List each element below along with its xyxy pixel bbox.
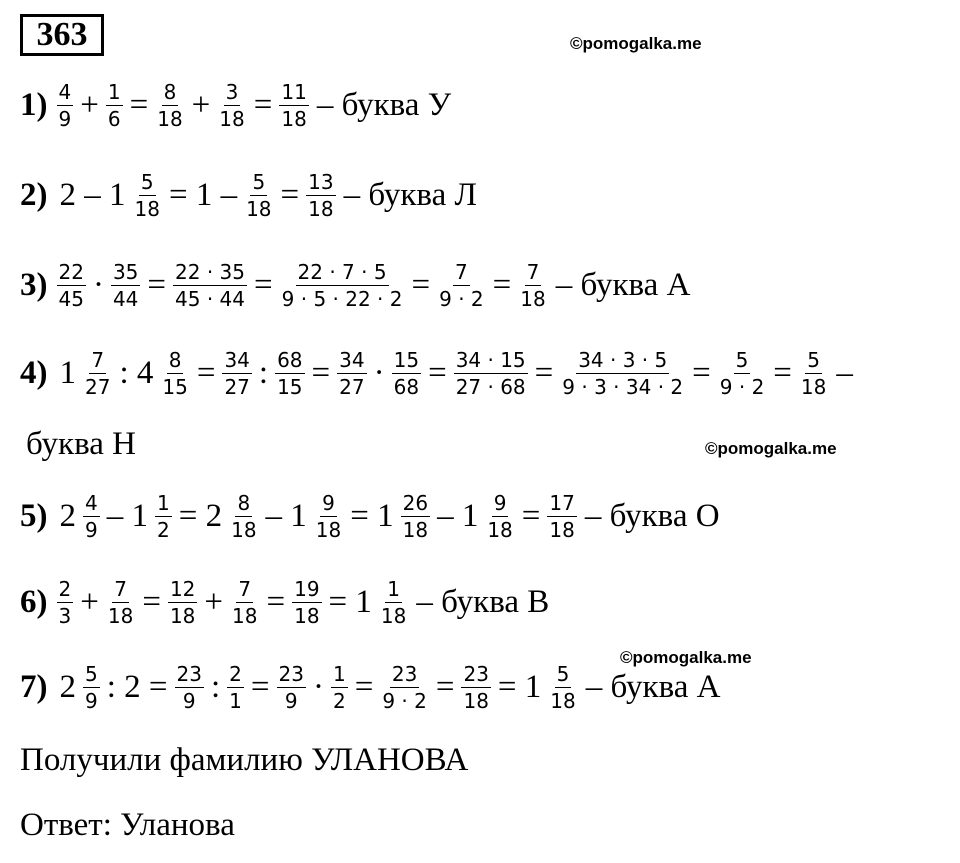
denominator: 44 [112, 286, 139, 311]
denominator: 9 [85, 517, 98, 542]
fraction [106, 576, 135, 628]
math-operator: = [280, 176, 300, 213]
answer-text: Ответ: Уланова [20, 807, 235, 843]
math-operator: : [258, 354, 269, 391]
fraction [83, 347, 112, 399]
fraction [155, 490, 172, 542]
fraction [106, 79, 123, 131]
fraction [454, 347, 528, 399]
denominator: 18 [232, 603, 258, 628]
numerator: 34 [224, 347, 250, 372]
math-operator: 1 [59, 354, 76, 391]
letter-result: – буква А [585, 668, 721, 705]
numerator: 5 [735, 347, 749, 372]
fraction [229, 490, 258, 542]
math-operator: · [92, 266, 104, 303]
fraction [175, 661, 204, 713]
fraction [379, 576, 408, 628]
solution-line [20, 416, 136, 472]
denominator: 6 [107, 106, 121, 131]
fraction [83, 661, 100, 713]
numerator: 26 [402, 490, 429, 515]
letter-result: – буква О [584, 497, 720, 534]
fraction [314, 490, 343, 542]
math-operator: 2 – 1 [59, 176, 126, 213]
solution-line [20, 659, 720, 715]
math-operator: = [142, 583, 161, 620]
step-label: 2) [20, 176, 48, 213]
fraction [337, 347, 366, 399]
denominator: 18 [294, 603, 320, 628]
numerator: 5 [556, 661, 570, 686]
fraction [111, 259, 140, 311]
numerator: 13 [308, 169, 334, 194]
fraction [461, 661, 490, 713]
denominator: 9 · 2 [382, 688, 427, 713]
solution-line [20, 77, 451, 133]
math-operator: = [254, 266, 273, 303]
math-operator: = [411, 266, 431, 303]
denominator: 18 [315, 517, 342, 542]
fraction [57, 259, 86, 311]
fraction [133, 169, 162, 221]
math-operator: = 1 [328, 583, 372, 620]
fraction [380, 661, 429, 713]
numerator: 1 [332, 661, 346, 686]
numerator: 34 · 3 · 5 [578, 347, 668, 372]
numerator: 34 · 15 [455, 347, 526, 372]
numerator: 2 [58, 576, 72, 601]
numerator: 8 [168, 347, 182, 372]
denominator: 15 [162, 374, 188, 399]
fraction [485, 490, 514, 542]
numerator: 35 [112, 259, 139, 284]
fraction [401, 490, 430, 542]
fraction [437, 259, 486, 311]
denominator: 18 [402, 517, 429, 542]
denominator: 45 · 44 [175, 286, 246, 311]
denominator: 27 [85, 374, 111, 399]
fraction [718, 347, 767, 399]
denominator: 18 [550, 688, 576, 713]
denominator: 9 [58, 106, 72, 131]
denominator: 15 [277, 374, 303, 399]
fraction [547, 490, 576, 542]
math-operator: = [521, 497, 541, 534]
denominator: 9 [85, 688, 98, 713]
solution-line [20, 257, 690, 313]
fraction [83, 490, 100, 542]
denominator: 9 · 2 [719, 374, 765, 399]
letter-result: – буква В [416, 583, 550, 620]
math-operator: · [373, 354, 385, 391]
numerator: 3 [225, 79, 239, 104]
math-operator: = [435, 668, 455, 705]
denominator: 18 [169, 603, 196, 628]
step-label: 1) [20, 86, 48, 123]
numerator: 7 [455, 259, 468, 284]
math-operator: = 1 [497, 668, 542, 705]
denominator: 2 [156, 517, 170, 542]
denominator: 18 [219, 106, 245, 131]
math-operator: 2 [59, 668, 76, 705]
fraction [560, 347, 685, 399]
fraction [392, 347, 421, 399]
denominator: 68 [393, 374, 420, 399]
math-operator: + [204, 583, 224, 620]
denominator: 3 [58, 603, 72, 628]
numerator: 23 [278, 661, 304, 686]
numerator: 1 [156, 490, 170, 515]
math-operator: = 1 – [168, 176, 238, 213]
numerator: 23 [176, 661, 202, 686]
denominator: 18 [246, 196, 272, 221]
fraction [548, 661, 577, 713]
math-operator: = [250, 668, 270, 705]
denominator: 27 [339, 374, 365, 399]
numerator: 7 [114, 576, 127, 601]
math-operator: : [210, 668, 221, 705]
numerator: 22 [58, 259, 84, 284]
numerator: 8 [237, 490, 251, 515]
watermark-middle: ©pomogalka.me [705, 439, 837, 458]
numerator: 7 [91, 347, 105, 372]
denominator: 27 [224, 374, 250, 399]
denominator: 2 [332, 688, 346, 713]
denominator: 18 [380, 603, 407, 628]
denominator: 9 · 2 [439, 286, 484, 311]
solution-line [20, 488, 720, 544]
numerator: 1 [107, 79, 121, 104]
numerator: 5 [807, 347, 821, 372]
fraction [173, 259, 247, 311]
fraction [160, 347, 189, 399]
result-text: Получили фамилию УЛАНОВА [20, 742, 469, 778]
denominator: 18 [231, 517, 257, 542]
fraction [222, 347, 251, 399]
letter-result: – [836, 354, 853, 391]
numerator: 4 [85, 490, 98, 515]
denominator: 9 [182, 688, 196, 713]
numerator: 68 [277, 347, 303, 372]
letter-result: буква Н [26, 425, 136, 462]
watermark-bottom: ©pomogalka.me [620, 648, 752, 667]
fraction [275, 347, 304, 399]
letter-result: – буква А [555, 266, 691, 303]
numerator: 8 [163, 79, 177, 104]
math-operator: – 1 [265, 497, 307, 534]
denominator: 18 [487, 517, 513, 542]
step-label: 4) [20, 354, 48, 391]
denominator: 45 [58, 286, 84, 311]
numerator: 17 [549, 490, 575, 515]
step-label: 6) [20, 583, 48, 620]
math-operator: = [253, 86, 273, 123]
math-operator: = [196, 354, 216, 391]
numerator: 23 [463, 661, 489, 686]
math-operator: = [534, 354, 554, 391]
numerator: 5 [140, 169, 154, 194]
denominator: 18 [134, 196, 160, 221]
math-operator: = [692, 354, 711, 391]
step-label: 5) [20, 497, 48, 534]
letter-result: – буква Л [343, 176, 477, 213]
numerator: 4 [58, 79, 72, 104]
numerator: 22 · 7 · 5 [297, 259, 387, 284]
math-operator: – 1 [437, 497, 479, 534]
math-operator: = [428, 354, 447, 391]
step-label: 7) [20, 668, 48, 705]
fraction [280, 259, 405, 311]
denominator: 18 [308, 196, 334, 221]
fraction [230, 576, 259, 628]
task-number: 363 [20, 14, 104, 56]
denominator: 9 · 5 · 22 · 2 [281, 286, 403, 311]
math-operator: = [354, 668, 374, 705]
step-label: 3) [20, 266, 48, 303]
fraction [227, 661, 244, 713]
solution-line [20, 574, 549, 630]
denominator: 18 [157, 106, 183, 131]
math-operator: + [80, 583, 99, 620]
math-operator: = [311, 354, 331, 391]
numerator: 7 [526, 259, 540, 284]
numerator: 23 [391, 661, 418, 686]
numerator: 2 [229, 661, 242, 686]
fraction [277, 661, 306, 713]
math-operator: = 1 [350, 497, 394, 534]
math-operator: 2 [59, 497, 76, 534]
numerator: 9 [322, 490, 335, 515]
fraction [799, 347, 828, 399]
math-operator: : 4 [119, 354, 154, 391]
denominator: 9 · 3 · 34 · 2 [562, 374, 684, 399]
math-operator: · [312, 668, 324, 705]
denominator: 18 [463, 688, 489, 713]
numerator: 5 [252, 169, 266, 194]
numerator: 19 [294, 576, 320, 601]
fraction [279, 79, 308, 131]
math-operator: – 1 [106, 497, 148, 534]
watermark-top: ©pomogalka.me [570, 34, 702, 53]
math-operator: = [266, 583, 286, 620]
math-operator: = [492, 266, 512, 303]
denominator: 1 [229, 688, 242, 713]
solution-line [20, 345, 853, 401]
math-operator: = [147, 266, 167, 303]
denominator: 18 [520, 286, 546, 311]
numerator: 22 · 35 [175, 259, 246, 284]
denominator: 18 [800, 374, 827, 399]
denominator: 27 · 68 [455, 374, 526, 399]
numerator: 7 [238, 576, 252, 601]
math-operator: = [129, 86, 149, 123]
fraction [331, 661, 348, 713]
solution-line [20, 167, 477, 223]
math-operator: = [773, 354, 792, 391]
denominator: 18 [281, 106, 307, 131]
fraction [244, 169, 273, 221]
denominator: 18 [107, 603, 134, 628]
denominator: 18 [549, 517, 575, 542]
denominator: 9 [284, 688, 298, 713]
fraction [57, 79, 74, 131]
math-operator: = 2 [178, 497, 223, 534]
numerator: 15 [393, 347, 420, 372]
numerator: 5 [85, 661, 98, 686]
math-operator: + [80, 86, 99, 123]
fraction [57, 576, 74, 628]
fraction [155, 79, 184, 131]
numerator: 9 [493, 490, 507, 515]
numerator: 34 [339, 347, 365, 372]
numerator: 12 [169, 576, 196, 601]
math-operator: : 2 = [106, 668, 168, 705]
numerator: 1 [387, 576, 401, 601]
letter-result: – буква У [316, 86, 452, 123]
fraction [292, 576, 321, 628]
fraction [217, 79, 246, 131]
numerator: 11 [281, 79, 307, 104]
fraction [306, 169, 335, 221]
math-operator: + [191, 86, 211, 123]
fraction [168, 576, 197, 628]
fraction [518, 259, 547, 311]
